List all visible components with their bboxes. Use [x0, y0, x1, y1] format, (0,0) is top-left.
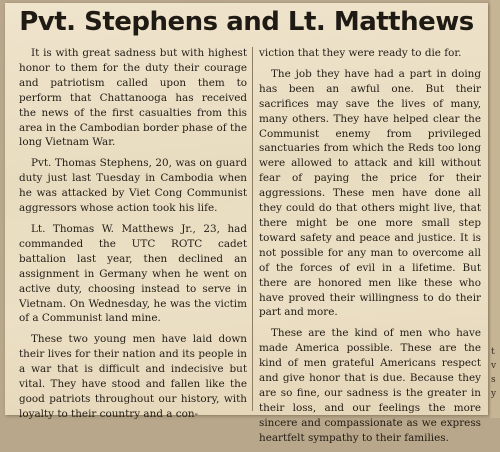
fragment-letter: v: [491, 361, 497, 371]
fragment-letter: y: [491, 389, 497, 399]
fragment-letter: t: [491, 347, 495, 357]
right-column: [259, 46, 481, 452]
newspaper-clipping: [5, 3, 488, 444]
article-headline: Pvt. Stephens and Lt. Matthews: [19, 7, 474, 37]
paragraph: The job they have had a part in doing has been an awful one. But their sacrifices may save the lives of many, many others. They have helped clear the Communist enemy from privileged sanctuaries from which the Reds too long were allowed to attack and kill without fear of paying the price for their aggressions. These men have done all they could do that others might live, that there might be one more small step toward safety and peace and justice. It is not possible for any man to overcome all of the forces of evil in a lifetime. But there are honored men like these who have proved their willingness to do their part and more.: [259, 67, 481, 319]
paragraph: These are the kind of men who have made America possible. These are the kind of men grateful Americans respect and give honor that is due. Because they are so fine, our sadness is the greater in their loss, and our feelings the more sincere and compassionate as we express heartfelt sympathy to their families.: [259, 327, 481, 444]
left-column: [19, 46, 247, 428]
column-divider: [252, 47, 253, 411]
paragraph: Lt. Thomas W. Matthews Jr., 23, had commanded the UTC ROTC cadet battalion last year, then declined an assignment in Germany when he went on active duty, choosing instead to serve in Vietnam. On Wednesday, he was the victim of a Communist land mine.: [19, 222, 247, 325]
paragraph: viction that they were ready to die for.: [259, 47, 462, 59]
paragraph: These two young men have laid down their lives for their nation and its people in a war that is difficult and indecisive but vital. They have stood and fallen like the good patriots throughout our history, with loyalty to their country and a con-: [19, 333, 247, 420]
paragraph: Pvt. Thomas Stephens, 20, was on guard duty just last Tuesday in Cambodia when he was attacked by Viet Cong Communist aggressors whose action took his life.: [19, 157, 247, 215]
adjacent-clipping-fragment: [491, 345, 496, 401]
fragment-letter: s: [491, 375, 496, 385]
paragraph: It is with great sadness but with highest honor to them for the duty their courage and patriotism called upon them to perform that Chattanooga has received the news of the first casualties from this area in the Cambodian border phase of the long Vietnam War.: [19, 47, 247, 149]
